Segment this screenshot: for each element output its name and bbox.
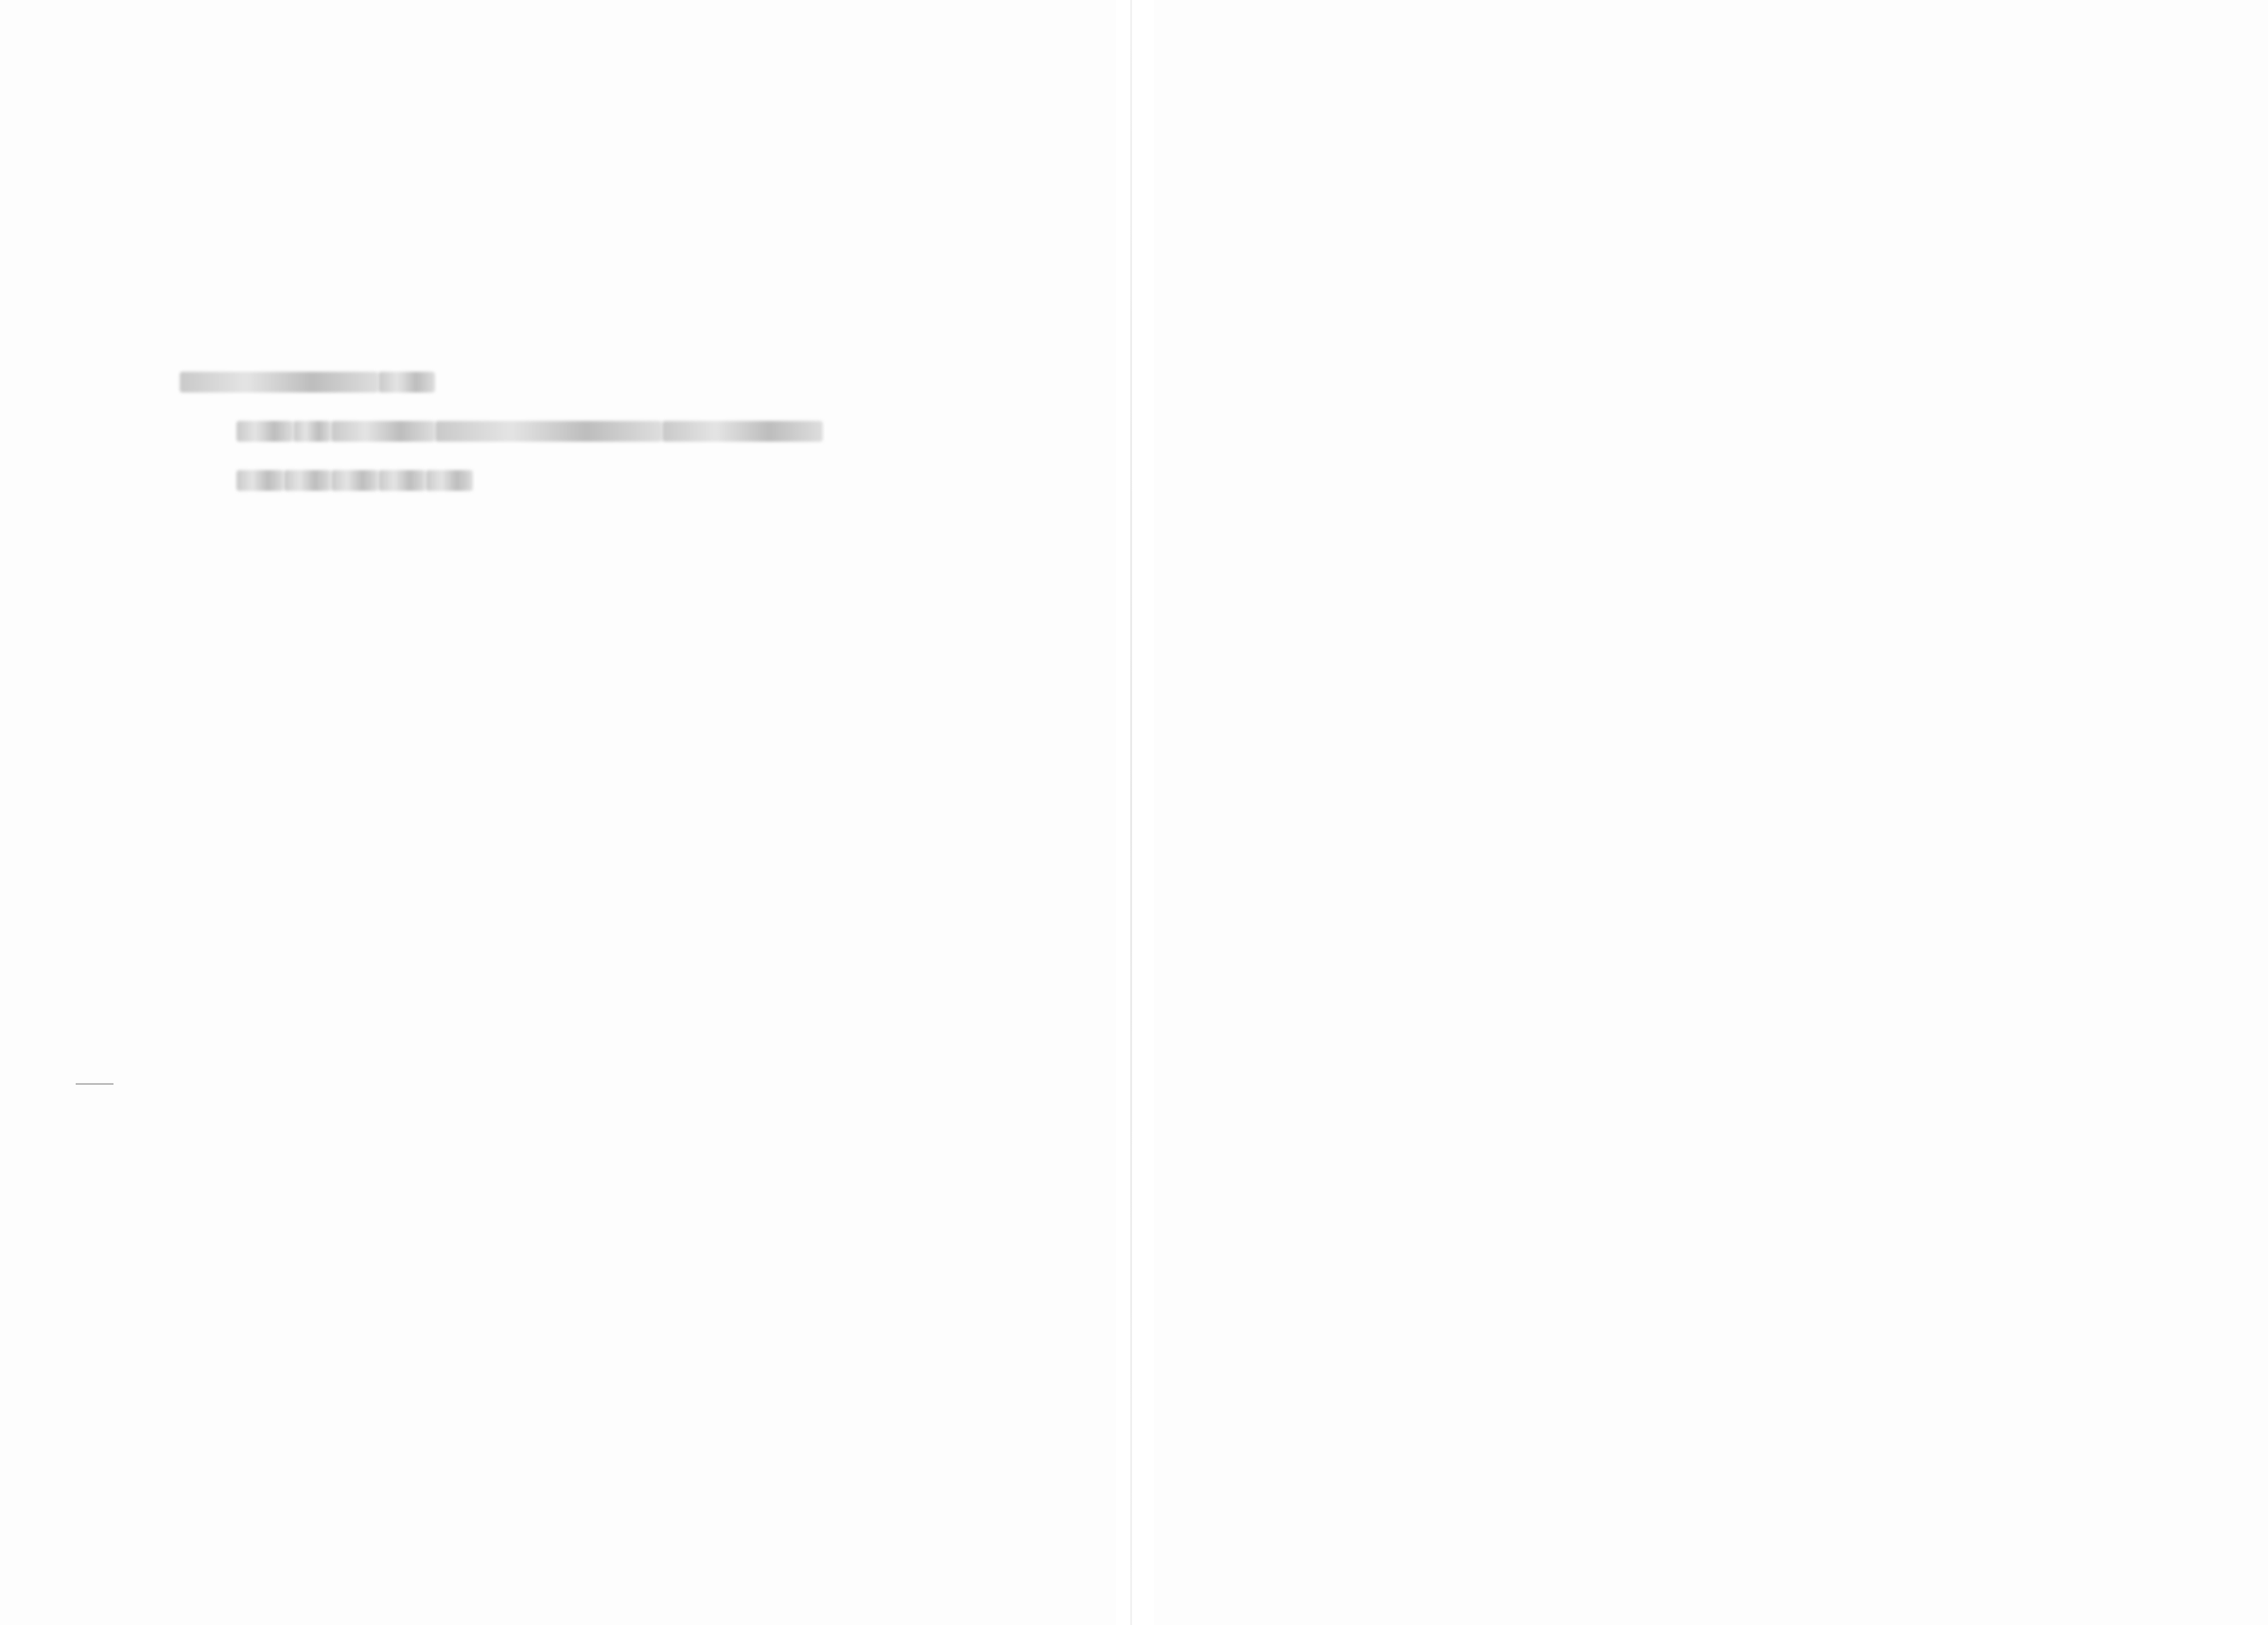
redacted-name <box>378 372 435 393</box>
right-page <box>1154 0 2268 1625</box>
page-fold <box>1130 0 1132 1625</box>
scan-mark <box>76 1083 113 1085</box>
left-page <box>0 0 1116 1625</box>
facts-paragraph <box>180 455 984 504</box>
redacted-name <box>378 470 426 491</box>
redacted-address <box>331 421 435 442</box>
redacted-name <box>236 421 293 442</box>
redacted-age <box>293 421 331 442</box>
left-body-text <box>180 307 984 504</box>
redacted-phone <box>662 421 823 442</box>
party-paragraph <box>180 307 984 406</box>
redacted-credit-code <box>180 372 378 393</box>
redacted-name <box>331 470 378 491</box>
redacted-name <box>236 470 284 491</box>
redacted-name <box>284 470 331 491</box>
person-paragraph <box>180 406 984 455</box>
redacted-name <box>426 470 473 491</box>
redacted-id-number <box>435 421 662 442</box>
